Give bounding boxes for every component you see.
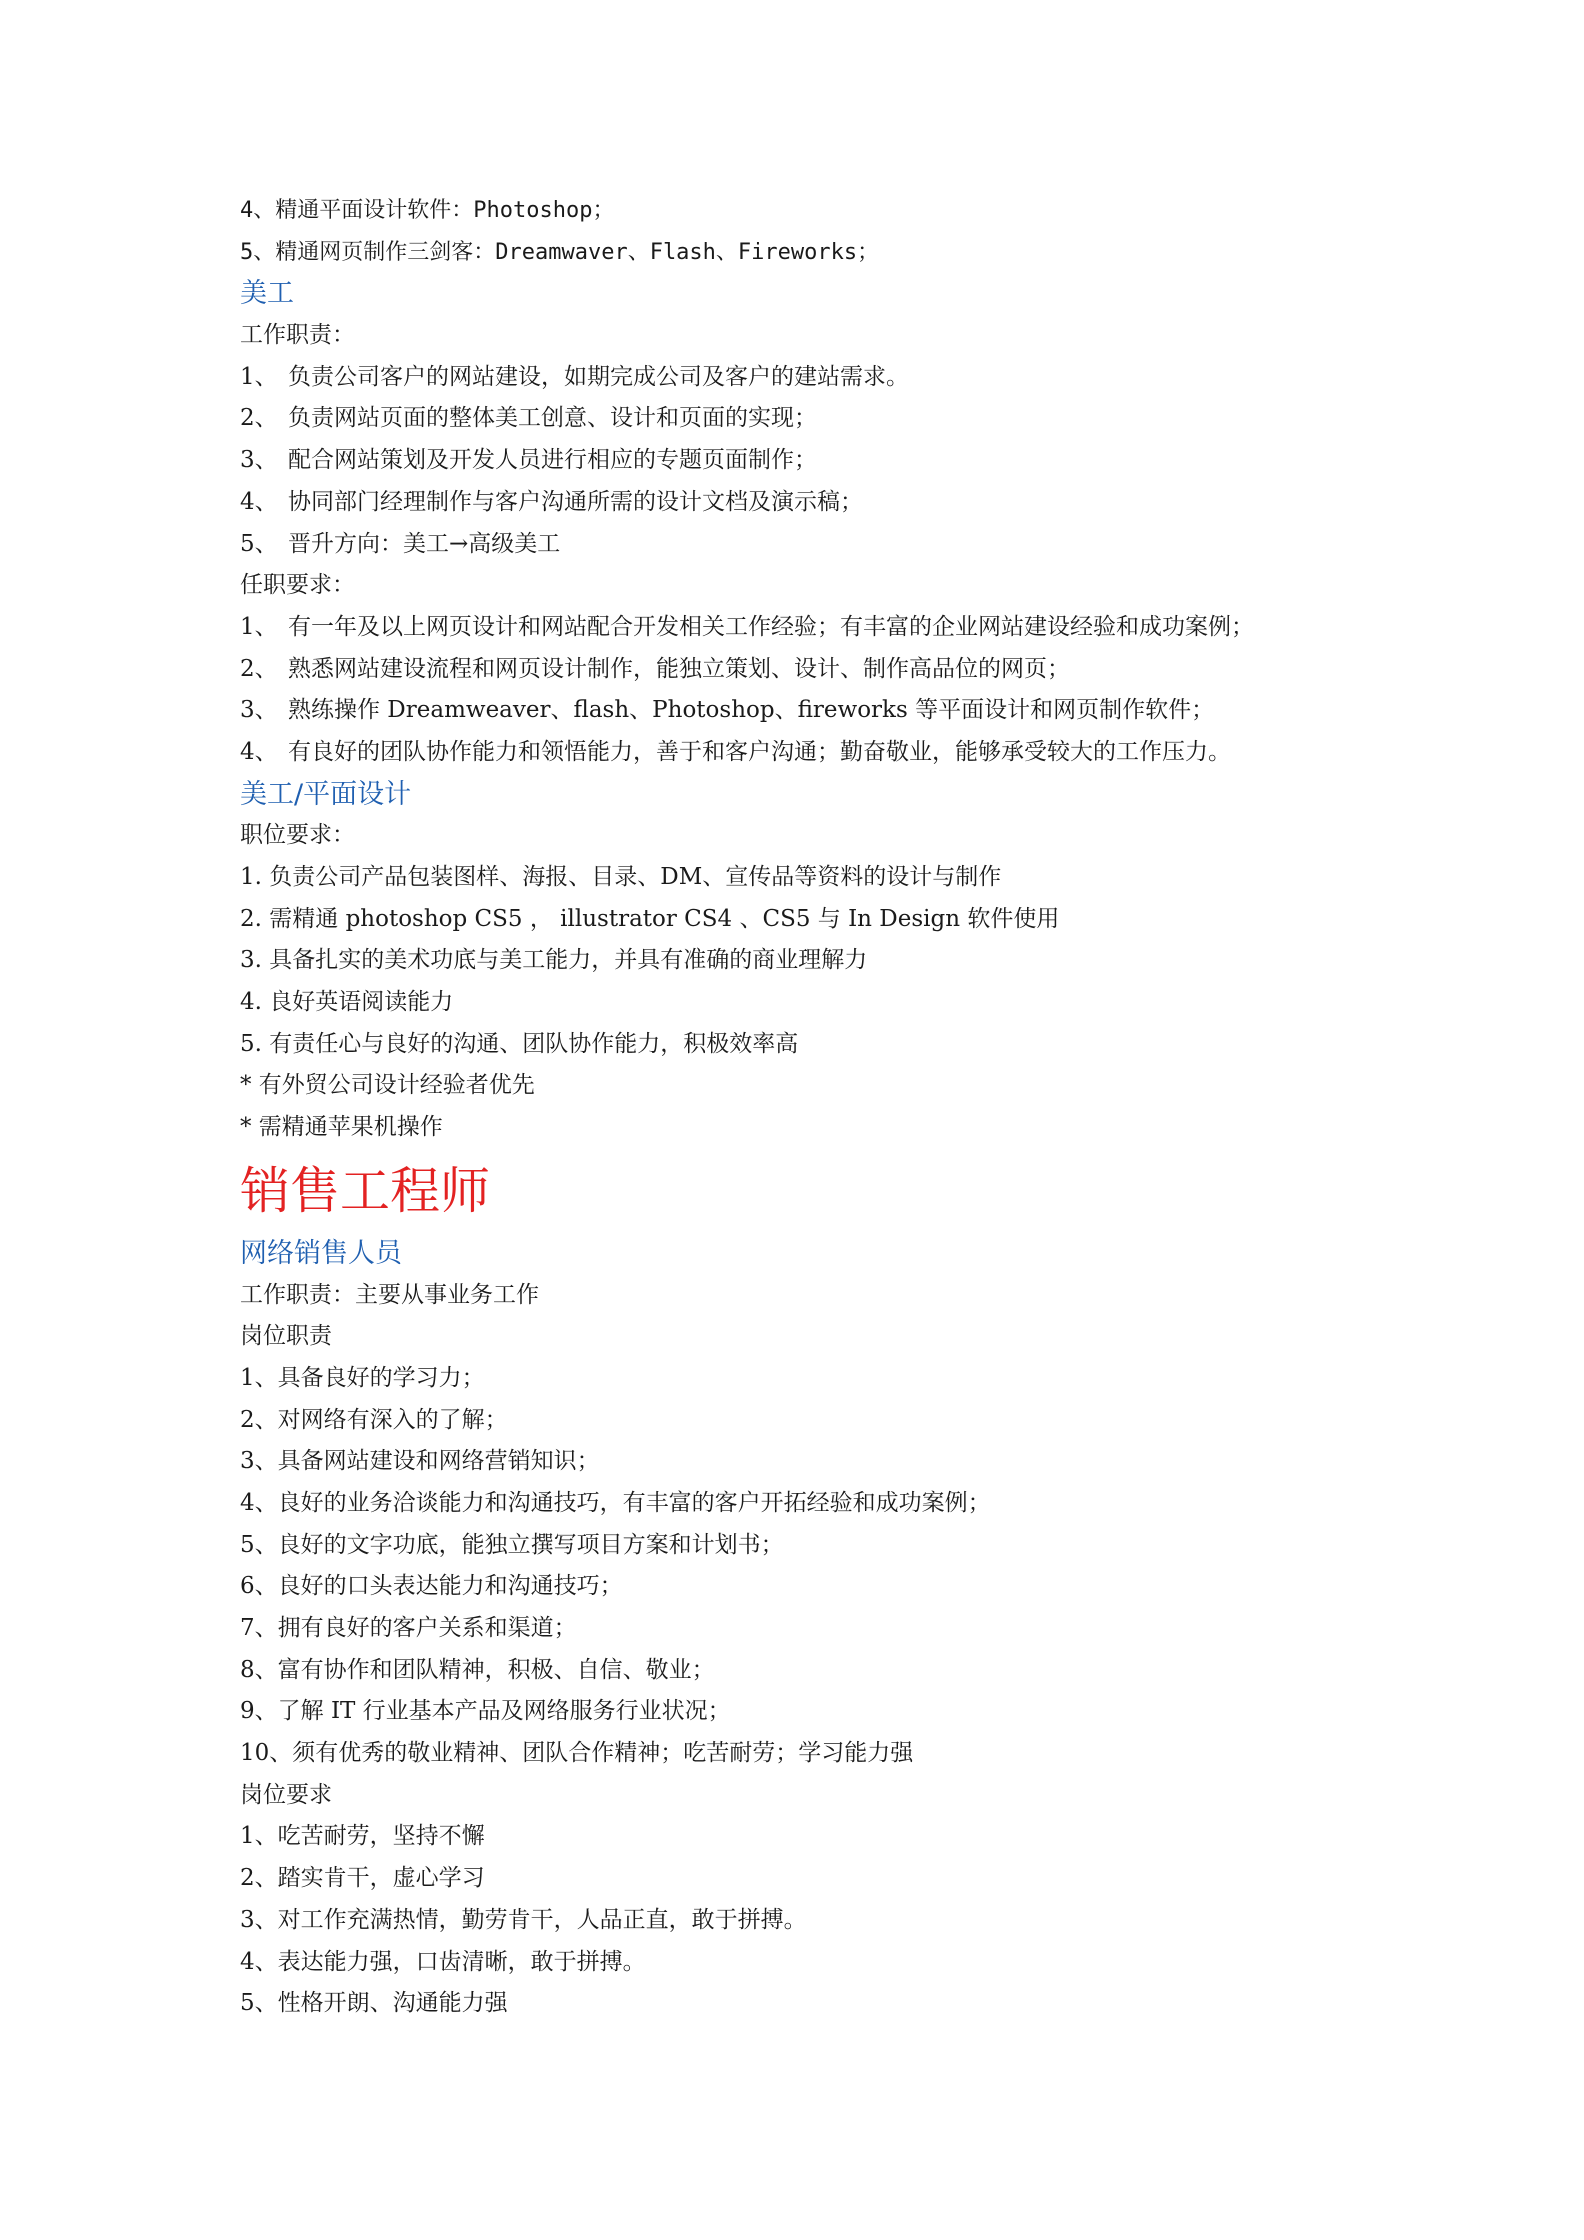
list-number: 1、 xyxy=(240,613,278,640)
list-number: 2、 xyxy=(240,405,278,432)
list-item: 2、踏实肯干，虚心学习 xyxy=(240,1865,485,1892)
list-item: * 有外贸公司设计经验者优先 xyxy=(240,1072,535,1099)
list-item xyxy=(240,649,1390,691)
requirements-label: 岗位要求 xyxy=(240,1781,332,1808)
list-text: 负责公司客户的网站建设，如期完成公司及客户的建站需求。 xyxy=(288,363,909,390)
list-text: 熟悉网站建设流程和网页设计制作，能独立策划、设计、制作高品位的网页； xyxy=(288,655,1070,682)
list-number: 3、 xyxy=(240,447,278,474)
list-item: 4. 良好英语阅读能力 xyxy=(240,989,454,1016)
list-item xyxy=(240,398,1390,440)
list-item: 1、吃苦耐劳，坚持不懈 xyxy=(240,1823,485,1850)
list-number: 3、 xyxy=(240,697,278,724)
list-item: 1、具备良好的学习力； xyxy=(240,1364,485,1391)
duties-label: 工作职责： xyxy=(240,322,355,349)
list-text: 熟练操作 Dreamweaver、flash、Photoshop、fireworks 等平面设计和网页制作软件； xyxy=(288,697,1215,724)
list-item: 1. 负责公司产品包装图样、海报、目录、DM、宣传品等资料的设计与制作 xyxy=(240,864,1002,890)
list-text: 有良好的团队协作能力和领悟能力，善于和客户沟通；勤奋敬业，能够承受较大的工作压力。 xyxy=(288,738,1231,765)
requirements-label: 任职要求： xyxy=(240,572,355,599)
list-item xyxy=(240,357,1390,399)
list-item: 3. 具备扎实的美术功底与美工能力，并具有准确的商业理解力 xyxy=(240,947,868,974)
list-item: 7、拥有良好的客户关系和渠道； xyxy=(240,1615,577,1641)
list-number: 5、 xyxy=(240,530,278,557)
list-item xyxy=(240,607,1390,649)
list-item: 5、性格开朗、沟通能力强 xyxy=(240,1990,508,2017)
list-item: 5、良好的文字功底，能独立撰写项目方案和计划书； xyxy=(240,1531,784,1558)
list-item: 2. 需精通 photoshop CS5 ， illustrator CS4 、CS5 与 In Design 软件使用 xyxy=(240,905,1060,932)
document-page xyxy=(240,190,1390,2025)
duties-label: 岗位职责 xyxy=(240,1323,332,1350)
work-duty-line: 工作职责：主要从事业务工作 xyxy=(240,1281,539,1308)
list-item: 6、良好的口头表达能力和沟通技巧； xyxy=(240,1573,623,1600)
list-item: 4、良好的业务洽谈能力和沟通技巧，有丰富的客户开拓经验和成功案例； xyxy=(240,1489,991,1516)
list-text: 晋升方向：美工→高级美工 xyxy=(288,530,561,557)
list-item: 5. 有责任心与良好的沟通、团队协作能力，积极效率高 xyxy=(240,1030,799,1057)
list-item: 8、富有协作和团队精神，积极、自信、敬业； xyxy=(240,1656,715,1683)
list-item: 9、了解 IT 行业基本产品及网络服务行业状况； xyxy=(240,1698,731,1725)
list-text: 协同部门经理制作与客户沟通所需的设计文档及演示稿； xyxy=(288,488,863,515)
list-item xyxy=(240,732,1390,774)
list-text: 配合网站策划及开发人员进行相应的专题页面制作； xyxy=(288,447,817,474)
requirements-label: 职位要求： xyxy=(240,822,355,849)
section-heading-meigong: 美工 xyxy=(240,278,294,310)
list-item: 10、须有优秀的敬业精神、团队合作精神；吃苦耐劳；学习能力强 xyxy=(240,1740,914,1767)
list-item xyxy=(240,440,1390,482)
list-item: 4、表达能力强，口齿清晰，敢于拼搏。 xyxy=(240,1948,646,1975)
list-item: 3、具备网站建设和网络营销知识； xyxy=(240,1448,600,1475)
list-item xyxy=(240,524,1390,566)
list-text: 有一年及以上网页设计和网站配合开发相关工作经验；有丰富的企业网站建设经验和成功案例； xyxy=(288,613,1254,640)
list-number: 1、 xyxy=(240,363,278,390)
list-number: 2、 xyxy=(240,655,278,682)
list-item xyxy=(240,690,1390,732)
list-number: 4、 xyxy=(240,738,278,765)
list-text: 负责网站页面的整体美工创意、设计和页面的实现； xyxy=(288,405,817,432)
list-item: 2、对网络有深入的了解； xyxy=(240,1406,508,1433)
list-item: 3、对工作充满热情，勤劳肯干，人品正直，敢于拼搏。 xyxy=(240,1906,807,1933)
intro-item: 5、精通网页制作三剑客：Dreamwaver、Flash、Fireworks； xyxy=(240,239,880,265)
list-item xyxy=(240,482,1390,524)
list-item: * 需精通苹果机操作 xyxy=(240,1114,443,1141)
main-heading-sales: 销售工程师 xyxy=(240,1161,490,1220)
section-heading-sales: 网络销售人员 xyxy=(240,1237,402,1269)
section-heading-graphic: 美工/平面设计 xyxy=(240,778,412,810)
list-number: 4、 xyxy=(240,488,278,515)
intro-item: 4、精通平面设计软件：Photoshop； xyxy=(240,198,615,223)
